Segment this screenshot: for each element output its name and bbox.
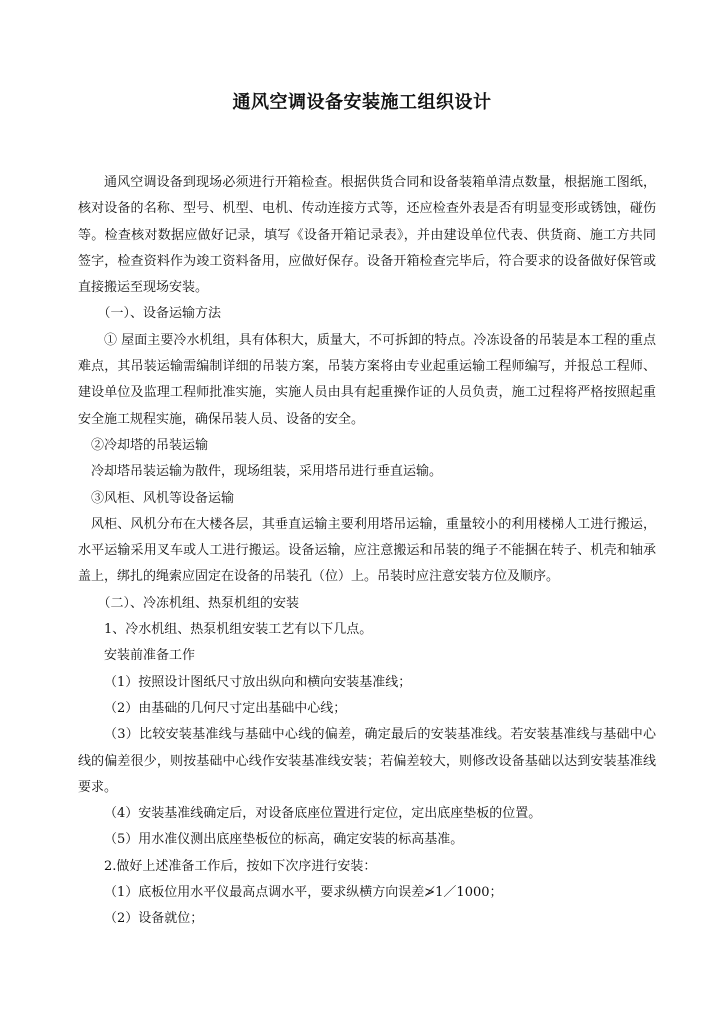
list-item: （2）设备就位； [104,911,204,927]
paragraph: 风柜、风机分布在大楼各层，其垂直运输主要利用塔吊运输，重量较小的利用楼梯人工进行搬运，水平运输采用叉车或人工进行搬运。设备运输，应注意搬运和吊装的绳子不能捆在转子、机壳和轴承盖上，绑扎的绳索应固定在设备的吊装孔（位）上。吊装时应注意安装方位及顺序。 [78,516,656,585]
list-item: （1）按照设计图纸尺寸放出纵向和横向安装基准线； [104,674,412,690]
paragraph: 冷却塔吊装运输为散件，现场组装，采用塔吊进行垂直运输。 [91,464,443,480]
subheading: 安装前准备工作 [104,648,196,664]
list-item: （2）由基础的几何尺寸定出基础中心线； [104,700,347,716]
subheading: ②冷却塔的吊装运输 [91,437,209,453]
paragraph: 2.做好上述准备工作后，按如下次序进行安装： [104,858,377,874]
list-item: （4）安装基准线确定后，对设备底座位置进行定位，定出底座垫板的位置。 [104,806,542,822]
list-item: （3）比较安装基准线与基础中心线的偏差，确定最后的安装基准线。若安装基准线与基础中心线的偏差很少，则按基础中心线作安装基准线安装；若偏差较大，则修改设备基础以达到安装基准线要求。 [78,727,656,795]
list-item: （5）用水准仪测出底座垫板位的标高，确定安装的标高基准。 [104,832,464,848]
paragraph-intro: 通风空调设备到现场必须进行开箱检查。根据供货合同和设备装箱单清点数量，根据施工图纸，核对设备的名称、型号、机型、电机、传动连接方式等，还应检查外表是否有明显变形或锈蚀，碰伤等。检查核对数据应做好记录，填写《设备开箱记录表》，并由建设单位代表、供货商、施工方共同签字，检查资料作为竣工资料备用，应做好保存。设备开箱检查完毕后，符合要求的设备做好保管或直接搬运至现场安装。 [78,175,656,296]
document-title: 通风空调设备安装施工组织设计 [232,92,492,113]
section-heading-transport: （一）、设备运输方法 [97,306,222,322]
document-body [78,170,656,933]
section-heading-installation: （二）、冷冻机组、热泵机组的安装 [97,595,300,611]
subheading: ③风柜、风机等设备运输 [91,490,235,506]
paragraph: 1、冷水机组、热泵机组安装工艺有以下几点。 [104,622,373,638]
paragraph: ① 屋面主要冷水机组，具有体积大，质量大，不可拆卸的特点。冷冻设备的吊装是本工程的重点难点，其吊装运输需编制详细的吊装方案，吊装方案将由专业起重运输工程师编写，并报总工程师、建设单位及监理工程师批准实施，实施人员由具有起重操作证的人员负责，施工过程将严格按照起重安全施工规程实施，确保吊装人员、设备的安全。 [78,332,656,427]
list-item: （1）底板位用水平仪最高点调水平，要求纵横方向误差≯1／1000； [104,885,503,901]
